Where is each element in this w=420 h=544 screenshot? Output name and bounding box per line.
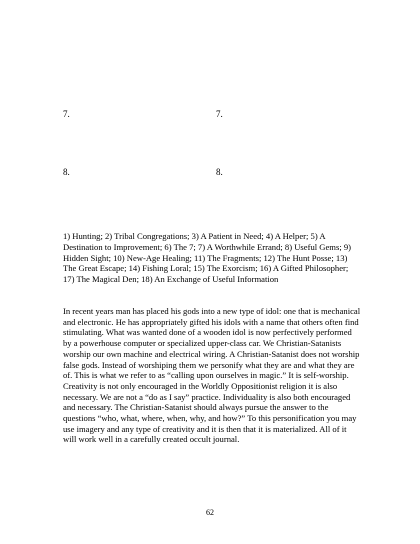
item-number-7-left: 7.	[63, 109, 70, 119]
answer-key-paragraph: 1) Hunting; 2) Tribal Congregations; 3) A Patient in Need; 4) A Helper; 5) A Destination to Improvement; 6) The 7; 7) A Worthwhile Errand; 8) Useful Gems; 9) Hidden Sight; 10) New-Age Healing; 11) The Fragments; 12) The Hunt Posse; 13) The Great Escape; 14) Fishing Loral; 15) The Exorcism; 16) A Gifted Philosopher; 17) The Magical Den; 18) An Exchange of Useful Information	[63, 231, 352, 285]
item-number-8-left: 8.	[63, 167, 70, 177]
item-number-7-right: 7.	[216, 109, 223, 119]
body-paragraph: In recent years man has placed his gods into a new type of idol: one that is mechanical and electronic. He has appropriately gifted his idols with a name that others often find stimulating. What was wanted done of a wooden idol is now perfectively performed by a powerhouse computer or specialized upper-class car. We Christian-Satanists worship our own machine and electrical wiring. A Christian-Satanist does not worship false gods. Instead of worshiping them we personify what they are and what they are of. This is what we refer to as “calling upon ourselves in magic.” It is self-worship. Creativity is not only encouraged in the Worldly Oppositionist religion it is also necessary. We are not a “do as I say” practice. Individuality is also both encouraged and necessary. The Christian-Satanist should always pursue the answer to the questions “who, what, where, when, why, and how?” To this personification you may use imagery and any type of creativity and it is then that it is materialized. All of it will work well in a carefully created occult journal.	[63, 306, 361, 445]
page-number: 62	[206, 508, 214, 517]
item-number-8-right: 8.	[216, 167, 223, 177]
